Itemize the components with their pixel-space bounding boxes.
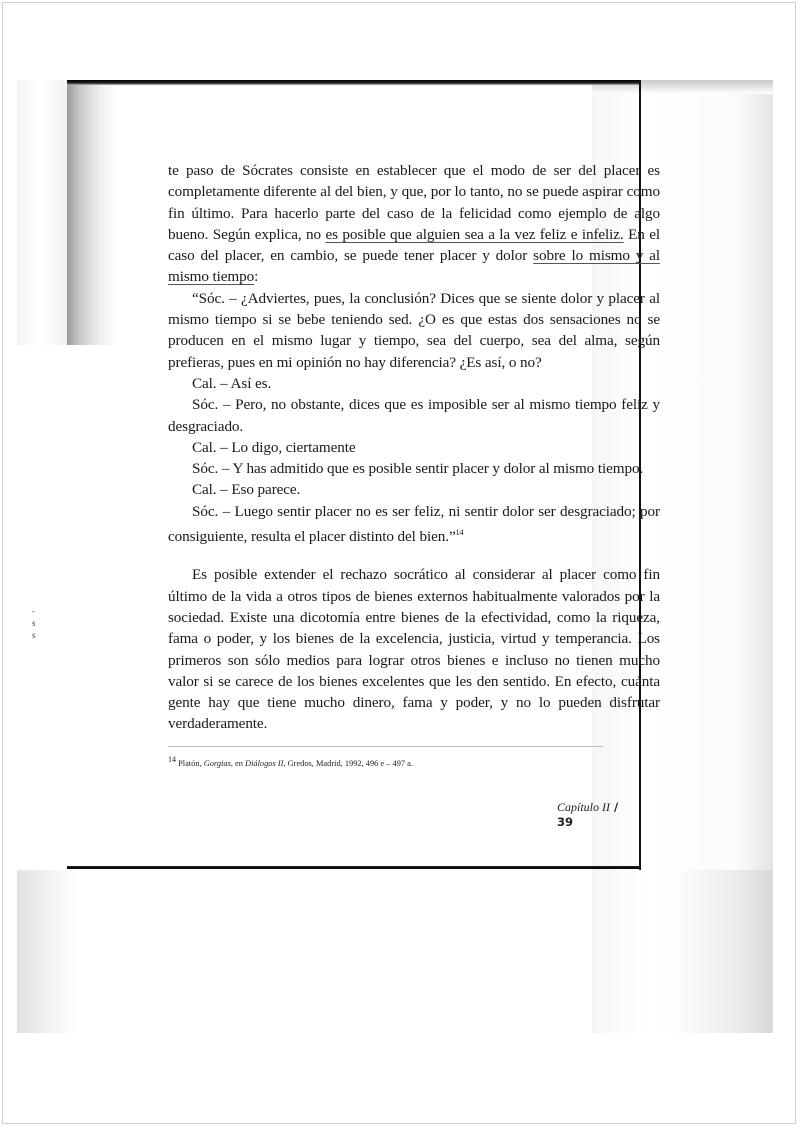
page-top-edge: [67, 80, 640, 85]
paragraph-2: Es posible extender el rechazo socrático al considerar al placer como fin último de la vida a otros tipos de bienes externos habitualmente valorados por la sociedad. Existe una dicotomía entre bienes de la efectividad, como la riqueza, fama o poder, y los bienes de la excelencia, justicia, virtud y temperancia. Los primeros son sólo medios para lograr otros bienes e incluso no tienen mucho valor si se carece de los bienes excelentes que les den sentido. En efecto, cuánta gente hay que tiene mucho dinero, fama y poder, y no lo pueden disfrutar verdaderamente.: [168, 566, 660, 733]
underlined-phrase: sobre lo mismo y al mismo tiempo: [168, 247, 660, 286]
scanned-page: [17, 80, 773, 1033]
footnote-divider: [168, 746, 603, 747]
footnote: 14 Platón, Gorgias, en Diálogos II, Gredos, Madrid, 1992, 496 e – 497 a.: [168, 755, 413, 768]
quote-line: “Sóc. – ¿Adviertes, pues, la conclusión? Dices que se siente dolor y placer al mismo tiempo si se bebe teniendo sed. ¿O es que estas dos sensaciones no se producen en el mismo lugar y tiempo, sea del cuerpo, sea del alma, según prefieras, pues en mi opinión no hay diferencia? ¿Es así, o no?: [168, 289, 660, 371]
footnote-number: 14: [168, 755, 176, 764]
quote-line: Sóc. – Y has admitido que es posible sentir placer y dolor al mismo tiempo.: [192, 460, 644, 478]
quote-line: Cal. – Lo digo, ciertamente: [192, 438, 356, 456]
body-text: [168, 160, 660, 735]
chapter-label: Capítulo II: [557, 800, 610, 814]
footnote-ref[interactable]: 14: [455, 528, 464, 538]
page-number: 39: [557, 815, 574, 829]
lower-right-shadow: [667, 870, 773, 1033]
lower-left-shadow: [17, 870, 77, 1033]
quote-line: Cal. – Eso parece.: [192, 481, 301, 499]
left-page-edge: [17, 80, 72, 345]
running-footer: Capítulo II / 39: [557, 800, 619, 829]
book-gutter-shadow: [67, 80, 117, 345]
block-quote: [168, 288, 660, 548]
page-bottom-edge: [67, 866, 641, 869]
underlined-phrase: es posible que alguien sea a la vez feliz e infeliz.: [325, 225, 624, 243]
paragraph-1: te paso de Sócrates consiste en establecer que el modo de ser del placer es completamente diferente al del bien, y que, por lo tanto, no se puede aspirar como fin último. Para hacerlo parte del caso de la felicidad como ejemplo de algo bueno. Según explica, no es posible que alguien sea a la vez feliz e infeliz. En el caso del placer, en cambio, se puede tener placer y dolor sobre lo mismo y al mismo tiempo:: [168, 162, 660, 286]
book-page: [67, 80, 660, 868]
quote-line: Sóc. – Luego sentir placer no es ser feliz, ni sentir dolor ser desgraciado; por consiguiente, resulta el placer distinto del bien.”$^{14}$: [168, 502, 660, 546]
quote-line: Sóc. – Pero, no obstante, dices que es imposible ser al mismo tiempo feliz y desgraciado.: [168, 396, 660, 435]
quote-line: Cal. – Así es.: [192, 374, 272, 392]
left-margin-marks: - s s: [32, 606, 36, 640]
